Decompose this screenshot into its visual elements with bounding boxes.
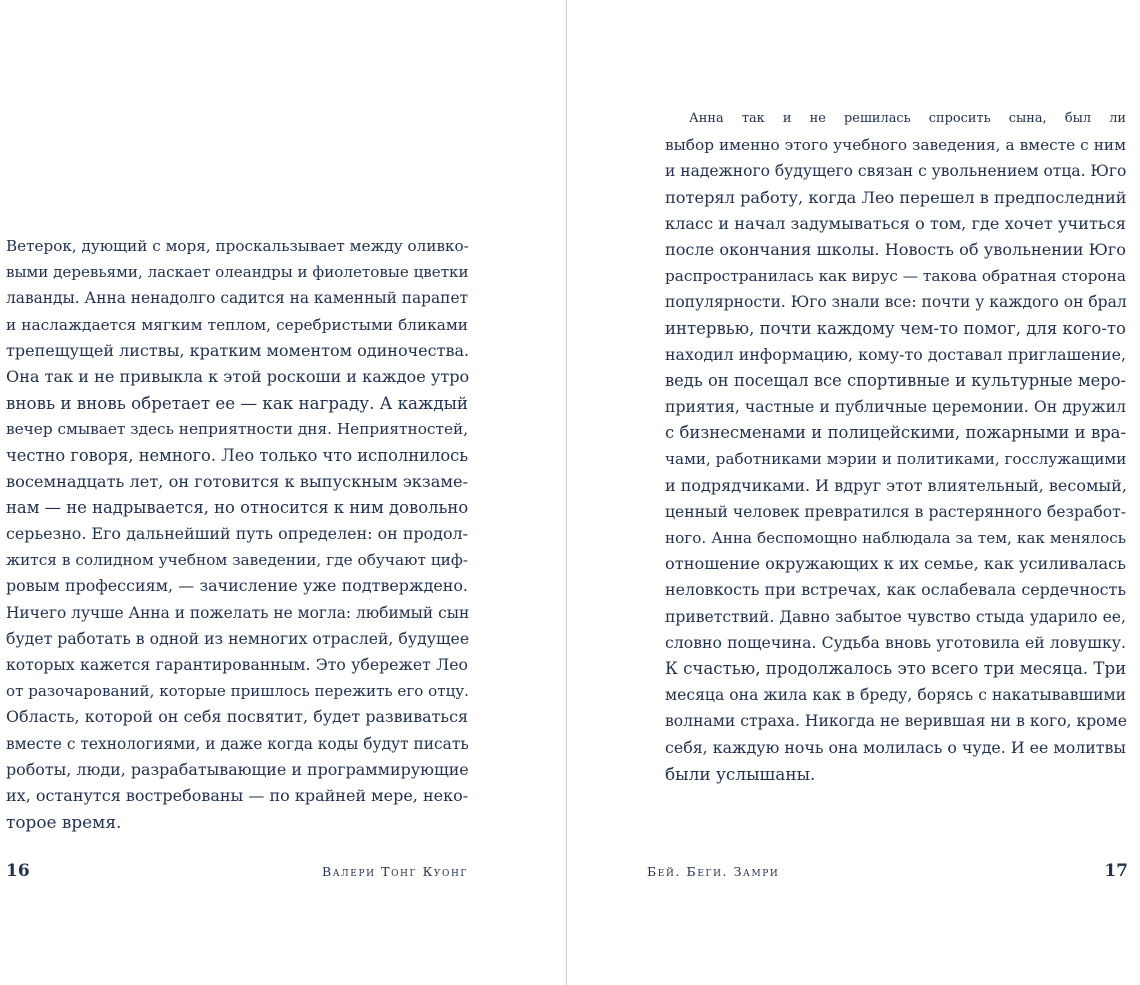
right-page-text [665, 106, 1126, 787]
text-line: которых кажется гарантированным. Это убережет Лео [6, 655, 468, 674]
text-line: торое время. [6, 812, 122, 833]
text-line: будет работать в одной из немногих отраслей, будущее [6, 628, 470, 648]
text-line: приветствий. Давно забытое чувство стыда ударило ее, [665, 607, 1126, 626]
left-page [0, 0, 566, 985]
right-page-number: 17 [1104, 861, 1128, 881]
text-line: нам — не надрывается, но относится к ним довольно [6, 497, 469, 517]
text-line: и надежного будущего связан с увольнением отца. Юго [665, 162, 1127, 181]
text-line: вновь и вновь обретает ее — как награду. А каждый [6, 393, 469, 414]
text-line: чами, работниками мэрии и политиками, госслужащими [665, 450, 1127, 469]
text-line: популярности. Юго знали все: почти у каждого он брал [665, 293, 1127, 312]
right-page [567, 0, 1140, 985]
text-line: их, останутся востребованы — по крайней мере, неко- [6, 785, 469, 805]
text-line: от разочарований, которые пришлось пережить его отцу. [6, 682, 469, 701]
text-line: волнами страха. Никогда не верившая ни в кого, кроме [665, 712, 1127, 731]
text-line: находил информацию, кому-то доставал приглашение, [665, 344, 1126, 364]
text-line: честно говоря, немного. Лео только что исполнилось [6, 445, 469, 465]
text-line: ного. Анна беспомощно наблюдала за тем, как менялось [665, 529, 1126, 547]
text-line: К счастью, продолжалось это всего три месяца. Три [665, 658, 1127, 678]
text-line: с бизнесменами и полицейскими, пожарными и вра- [665, 423, 1126, 443]
text-line: роботы, люди, разрабатывающие и программирующие [6, 759, 469, 779]
text-line: ценный человек превратился в растерянного безработ- [665, 502, 1126, 521]
text-line: месяца она жила как в бреду, борясь с накатывавшими [665, 686, 1126, 705]
text-line: интервью, почти каждому чем-то помог, для кого-то [665, 318, 1126, 338]
text-line: словно пощечина. Судьба вновь уготовила ей ловушку. [665, 632, 1126, 652]
text-line: Она так и не привыкла к этой роскоши и каждое утро [6, 366, 470, 386]
text-line: выбор именно этого учебного заведения, а вместе с ним [665, 136, 1126, 155]
text-line: распространилась как вирус — такова обратная сторона [665, 267, 1127, 286]
text-line: неловкость при встречах, как ослабевала сердечность [665, 580, 1126, 600]
text-line: серьезно. Его дальнейший путь определен: он продол- [6, 524, 468, 544]
text-line: и наслаждается мягким теплом, серебристыми бликами [6, 315, 468, 334]
text-line: приятия, частные и публичные церемонии. Он дружил [665, 397, 1126, 417]
text-line: Ничего лучше Анна и пожелать не могла: любимый сын [6, 603, 470, 622]
text-line: Анна так и не решилась спросить сына, был ли [689, 111, 1126, 126]
text-line: жится в солидном учебном заведении, где обучают циф- [6, 551, 468, 570]
text-line: Ветерок, дующий с моря, проскальзывает между оливко- [6, 237, 469, 255]
text-line: и подрядчиками. И вдруг этот влиятельный, весомый, [665, 475, 1127, 495]
text-line: отношение окружающих к их семье, как усиливалась [665, 554, 1126, 574]
left-running-head-author: Валери Тонг Куонг [321, 864, 468, 879]
text-line: вечер смывает здесь неприятности дня. Неприятностей, [6, 420, 469, 439]
left-page-number: 16 [6, 861, 30, 881]
text-line: вместе с технологиями, и даже когда коды будут писать [6, 734, 469, 753]
text-line: потерял работу, когда Лео перешел в предпоследний [665, 187, 1127, 207]
text-line: себя, каждую ночь она молилась о чуде. И ее молитвы [665, 737, 1126, 757]
text-line: выми деревьями, ласкает олеандры и фиолетовые цветки [6, 263, 469, 282]
text-line: класс и начал задумываться о том, где хочет учиться [665, 213, 1126, 233]
text-line: ведь он посещал все спортивные и культурные меро- [665, 370, 1126, 390]
text-line: после окончания школы. Новость об увольнении Юго [665, 239, 1126, 259]
text-line: ровым профессиям, — зачисление уже подтверждено. [6, 576, 468, 596]
left-page-text [6, 233, 468, 835]
text-line: лаванды. Анна ненадолго садится на каменный парапет [6, 289, 469, 308]
text-line: восемнадцать лет, он готовится к выпускным экзаме- [6, 471, 468, 491]
text-line: трепещущей листвы, кратким моментом одиночества. [6, 340, 470, 360]
right-running-head-title: Бей. Беги. Замри [647, 864, 780, 879]
text-line: Область, которой он себя посвятит, будет развиваться [6, 707, 468, 727]
text-line: были услышаны. [665, 763, 816, 784]
